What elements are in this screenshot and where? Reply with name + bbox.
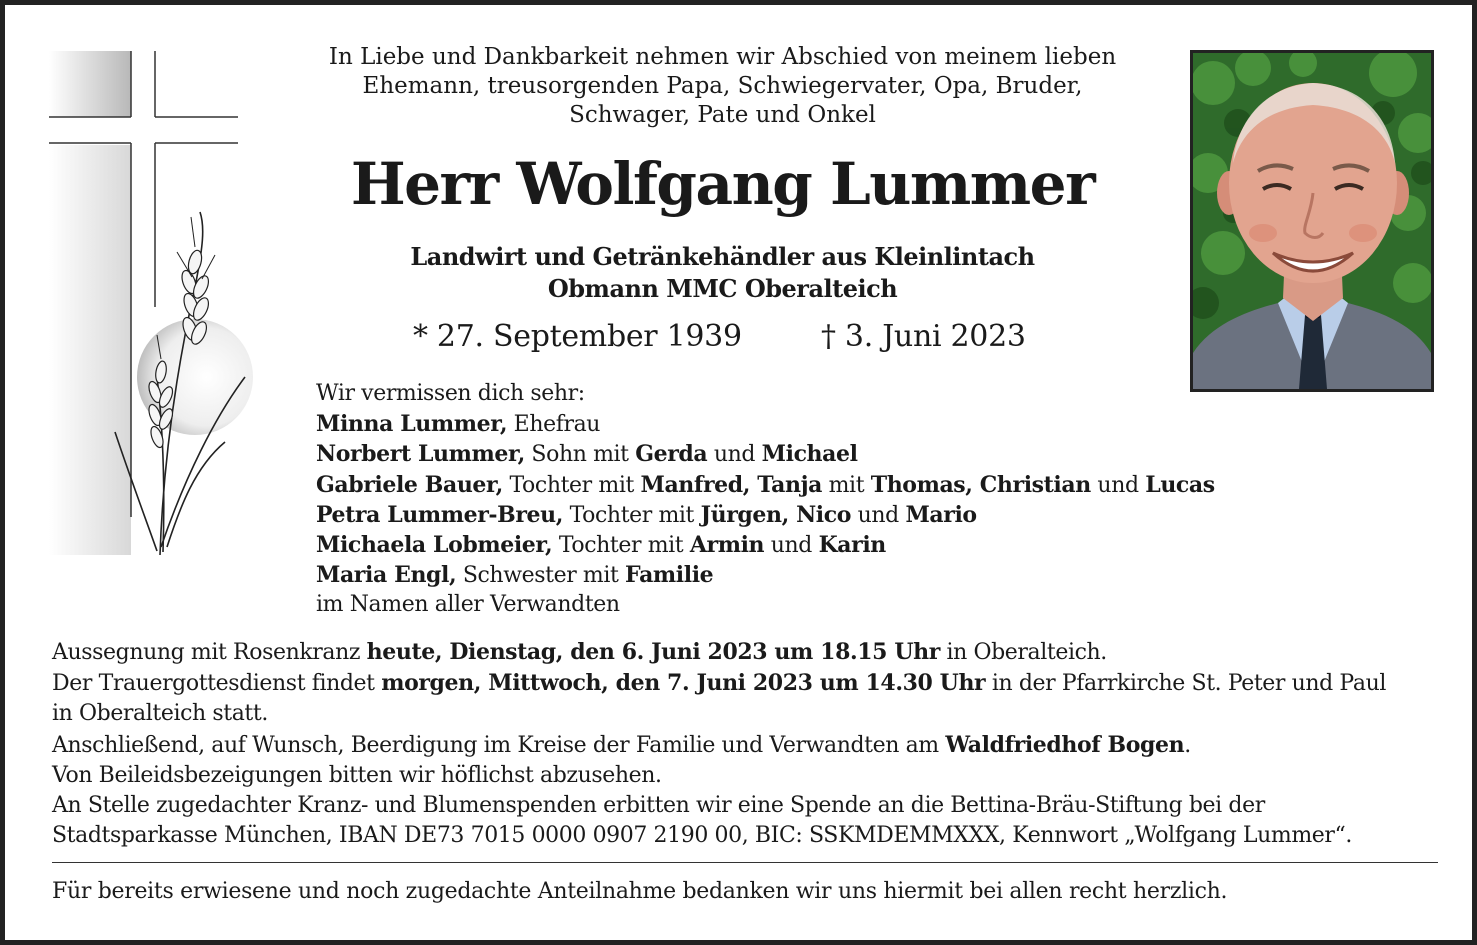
emphasis-text: Minna Lummer, <box>316 411 508 438</box>
mourner-row <box>316 560 1276 590</box>
emphasis-text: Waldfriedhof Bogen <box>945 731 1185 758</box>
plain-text: Stadtsparkasse München, IBAN DE73 7015 0000 0907 2190 00, BIC: SSKMDEMMXXX, Kennwort „Wolfgang Lummer“. <box>52 823 1352 849</box>
portrait-photo <box>1190 50 1434 392</box>
deceased-name: Herr Wolfgang Lummer <box>350 150 1095 218</box>
profession-line: Obmann MMC Oberalteich <box>547 274 898 303</box>
plain-text: in Oberalteich. <box>939 640 1107 665</box>
emphasis-text: Petra Lummer-Breu, <box>316 501 563 528</box>
plain-text: Tochter mit <box>552 532 690 558</box>
funeral-line <box>52 637 1447 668</box>
mourners-list <box>316 379 1276 621</box>
funeral-line <box>52 791 1447 821</box>
mourner-row <box>316 409 1276 439</box>
mourners-closing: im Namen aller Verwandten <box>316 592 620 618</box>
emphasis-text: Manfred, Tanja <box>640 471 822 498</box>
emphasis-text: Gabriele Bauer, <box>316 471 503 498</box>
death-date: † 3. Juni 2023 <box>821 319 1026 354</box>
funeral-details <box>52 637 1447 851</box>
mourner-row <box>316 470 1276 500</box>
emphasis-text: Armin <box>689 531 765 558</box>
plain-text: . <box>1184 732 1191 758</box>
emphasis-text: Karin <box>818 531 886 558</box>
plain-text: Schwester mit <box>456 563 626 589</box>
mourner-row <box>316 530 1276 560</box>
funeral-line <box>52 821 1447 851</box>
funeral-line <box>52 699 1447 729</box>
plain-text: Ehefrau <box>507 412 601 438</box>
plain-text: in der Pfarrkirche St. Peter und Paul <box>985 671 1386 697</box>
plain-text: Tochter mit <box>563 502 701 528</box>
emphasis-text: heute, Dienstag, den 6. Juni 2023 um 18.15 Uhr <box>366 639 940 665</box>
plain-text: und <box>764 532 819 558</box>
plain-text: Anschließend, auf Wunsch, Beerdigung im Kreise der Familie und Verwandten am <box>52 732 946 758</box>
funeral-line <box>52 761 1447 791</box>
intro-line: Ehemann, treusorgenden Papa, Schwiegervater, Opa, Bruder, <box>362 73 1083 99</box>
intro-line: In Liebe und Dankbarkeit nehmen wir Abschied von meinem lieben <box>328 44 1117 70</box>
profession-line: Landwirt und Getränkehändler aus Kleinlintach <box>410 242 1035 271</box>
emphasis-text: Lucas <box>1145 471 1215 498</box>
plain-text: und <box>851 502 906 528</box>
plain-text: in Oberalteich statt. <box>52 701 268 727</box>
plain-text: An Stelle zugedachter Kranz- und Blumenspenden erbitten wir eine Spende an die Bettina-Bräu-Stiftung bei der <box>52 793 1265 819</box>
emphasis-text: Michael <box>761 441 858 468</box>
intro-line: Schwager, Pate und Onkel <box>569 102 876 128</box>
emphasis-text: Jürgen, Nico <box>700 501 852 528</box>
birth-date: * 27. September 1939 <box>413 319 742 354</box>
emphasis-text: Gerda <box>635 441 708 468</box>
emphasis-text: Thomas, Christian <box>870 471 1091 498</box>
mourners-intro: Wir vermissen dich sehr: <box>316 381 585 406</box>
divider <box>52 862 1438 863</box>
plain-text: Aussegnung mit Rosenkranz <box>52 640 367 665</box>
emphasis-text: Mario <box>905 501 977 528</box>
cross-with-wheat-icon <box>45 47 260 559</box>
emphasis-text: Maria Engl, <box>316 562 457 589</box>
mourner-row <box>316 439 1276 469</box>
plain-text: Tochter mit <box>502 472 641 498</box>
emphasis-text: morgen, Mittwoch, den 7. Juni 2023 um 14.30 Uhr <box>381 670 986 697</box>
intro-text <box>305 43 1140 130</box>
plain-text: Der Trauergottesdienst findet <box>52 671 382 697</box>
emphasis-text: Familie <box>625 562 714 589</box>
funeral-line <box>52 730 1447 761</box>
emphasis-text: Michaela Lobmeier, <box>316 531 553 558</box>
mourner-row <box>316 500 1276 530</box>
plain-text: Von Beileidsbezeigungen bitten wir höflichst abzusehen. <box>52 762 662 788</box>
plain-text: mit <box>822 472 871 498</box>
thanks-text: Für bereits erwiesene und noch zugedachte Anteilnahme bedanken wir uns hiermit bei allen recht herzlich. <box>52 879 1228 904</box>
mourner-rows <box>316 409 1276 590</box>
funeral-line <box>52 668 1447 699</box>
emphasis-text: Norbert Lummer, <box>316 441 525 468</box>
plain-text: und <box>1090 472 1146 498</box>
plain-text: Sohn mit <box>524 442 636 468</box>
plain-text: und <box>707 442 762 468</box>
profession <box>305 241 1140 305</box>
